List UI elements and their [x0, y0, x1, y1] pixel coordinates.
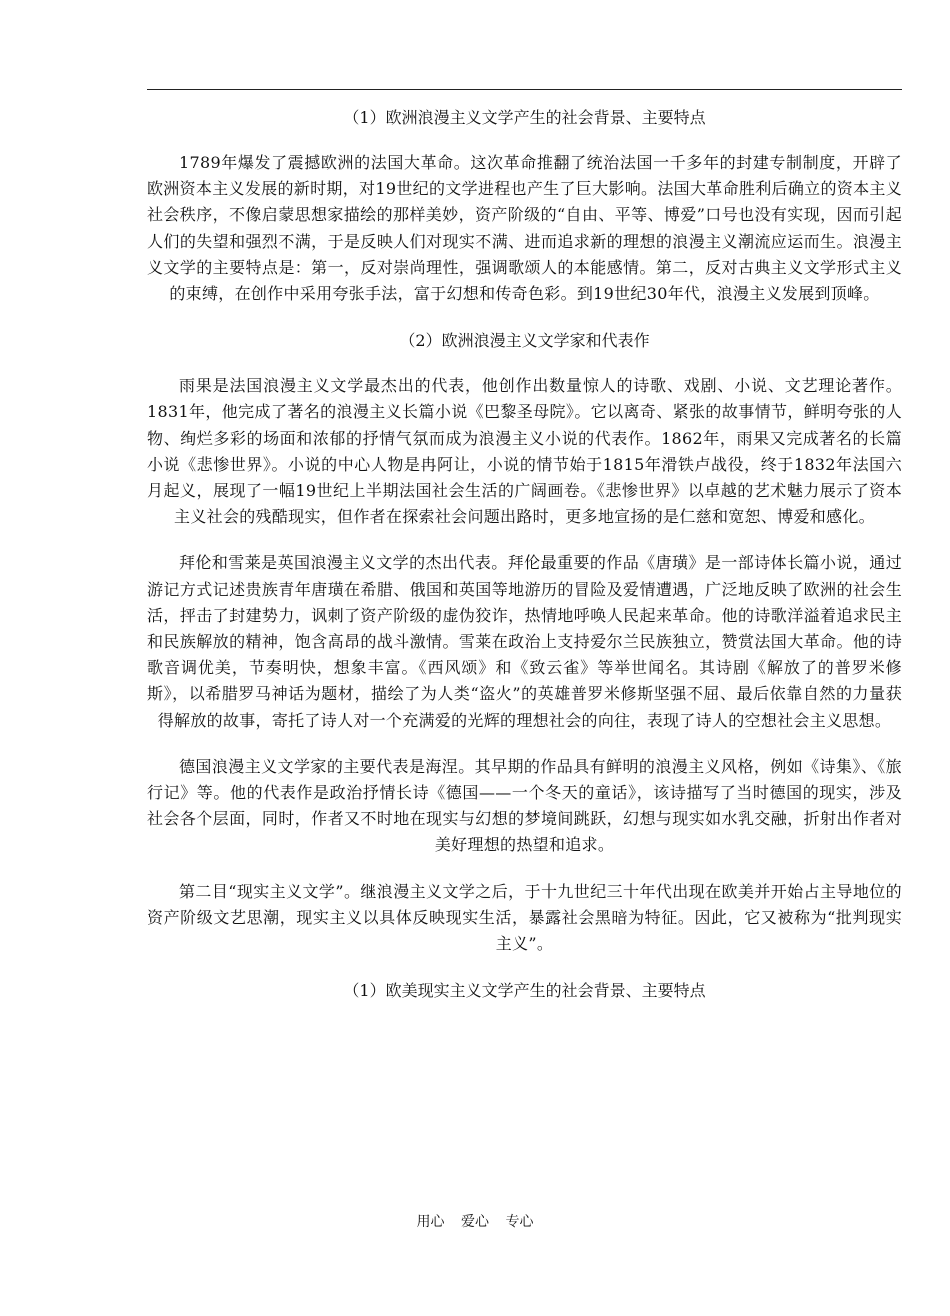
- paragraph-byron-shelley: 拜伦和雪莱是英国浪漫主义文学的杰出代表。拜伦最重要的作品《唐璜》是一部诗体长篇小说，通过游记方式记述贵族青年唐璜在希腊、俄国和英国等地游历的冒险及爱情遭遇，广泛地反映了欧洲的社会生活，抨击了封建势力，讽刺了资产阶级的虚伪狡诈，热情地呼唤人民起来革命。他的诗歌洋溢着追求民主和民族解放的精神，饱含高昂的战斗激情。雪莱在政治上支持爱尔兰民族独立，赞赏法国大革命。他的诗歌音调优美，节奏明快，想象丰富。《西风颂》和《致云雀》等举世闻名。其诗剧《解放了的普罗米修斯》，以希腊罗马神话为题材，描绘了为人类“盗火”的英雄普罗米修斯坚强不屈、最后依靠自然的力量获得解放的故事，寄托了诗人对一个充满爱的光辉的理想社会的向往，表现了诗人的空想社会主义思想。: [147, 553, 902, 730]
- section-heading-romantic-writers: （2）欧洲浪漫主义文学家和代表作: [399, 331, 650, 351]
- page-footer: 用心 爱心 专心: [416, 1214, 534, 1230]
- paragraph-heine: 德国浪漫主义文学家的主要代表是海涅。其早期的作品具有鲜明的浪漫主义风格，例如《诗集》、《旅行记》等。他的代表作是政治抒情长诗《德国——一个冬天的童话》，该诗描写了当时德国的现实，涉及社会各个层面，同时，作者又不时地在现实与幻想的梦境间跳跃，幻想与现实如水乳交融，折射出作者对美好理想的热望和追求。: [147, 756, 902, 855]
- paragraph-french-revolution: 1789年爆发了震撼欧洲的法国大革命。这次革命推翻了统治法国一千多年的封建专制制度，开辟了欧洲资本主义发展的新时期，对19世纪的文学进程也产生了巨大影响。法国大革命胜利后确立的资本主义社会秩序，不像启蒙思想家描绘的那样美妙，资产阶级的“自由、平等、博爱”口号也没有实现，因而引起人们的失望和强烈不满，于是反映人们对现实不满、进而追求新的理想的浪漫主义潮流应运而生。浪漫主义文学的主要特点是：第一，反对崇尚理性，强调歌颂人的本能感情。第二，反对古典主义文学形式主义的束缚，在创作中采用夸张手法，富于幻想和传奇色彩。到19世纪30年代，浪漫主义发展到顶峰。: [147, 153, 902, 304]
- header-rule: [147, 89, 902, 90]
- paragraph-hugo: 雨果是法国浪漫主义文学最杰出的代表，他创作出数量惊人的诗歌、戏剧、小说、文艺理论著作。1831年，他完成了著名的浪漫主义长篇小说《巴黎圣母院》。它以离奇、紧张的故事情节，鲜明夸张的人物、绚烂多彩的场面和浓郁的抒情气氛而成为浪漫主义小说的代表作。1862年，雨果又完成著名的长篇小说《悲惨世界》。小说的中心人物是冉阿让，小说的情节始于1815年滑铁卢战役，终于1832年法国六月起义，展现了一幅19世纪上半期法国社会生活的广阔画卷。《悲惨世界》以卓越的艺术魅力展示了资本主义社会的残酷现实，但作者在探索社会问题出路时，更多地宣扬的是仁慈和宽恕、博爱和感化。: [147, 376, 902, 527]
- paragraph-realism-intro: 第二目“现实主义文学”。继浪漫主义文学之后，于十九世纪三十年代出现在欧美并开始占主导地位的资产阶级文艺思潮，现实主义以具体反映现实生活，暴露社会黑暗为特征。因此，它又被称为“批判现实主义”。: [147, 881, 902, 954]
- section-heading-realism-background: （1）欧美现实主义文学产生的社会背景、主要特点: [343, 981, 706, 1001]
- section-heading-romanticism-background: （1）欧洲浪漫主义文学产生的社会背景、主要特点: [343, 108, 706, 127]
- document-body: [147, 104, 902, 1023]
